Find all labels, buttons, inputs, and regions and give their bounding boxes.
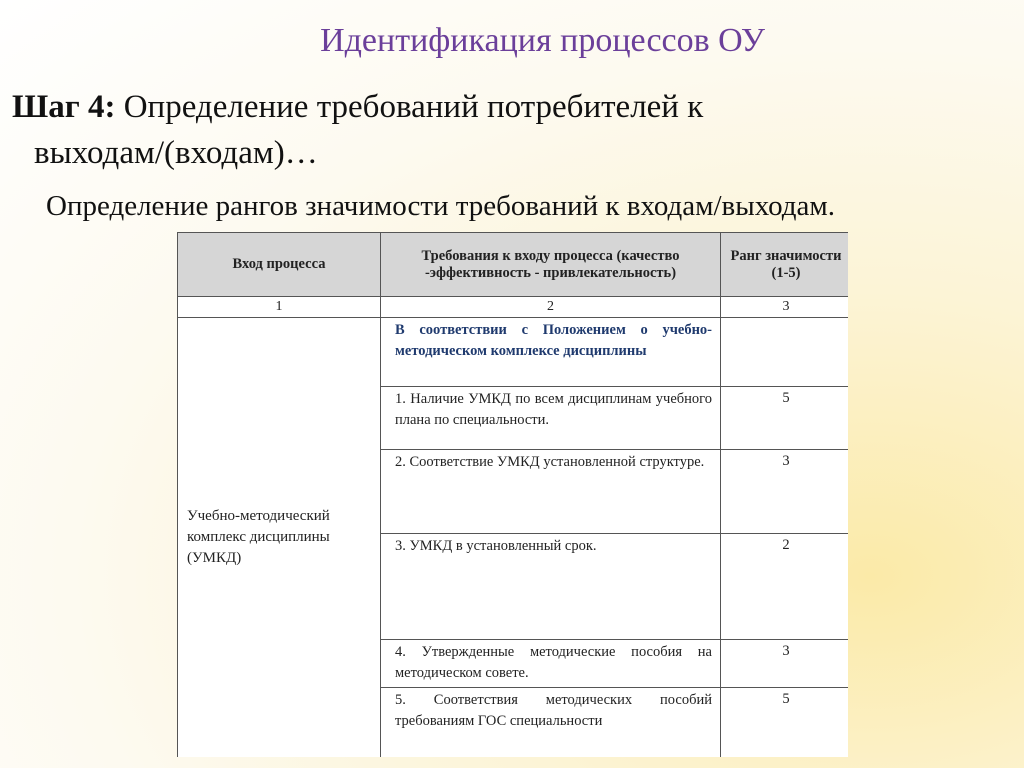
requirements-table-wrapper: [177, 232, 848, 757]
header-rank: Ранг значимости (1-5): [721, 233, 849, 297]
rank-cell: 5: [721, 688, 849, 758]
slide-title: Идентификация процессов ОУ: [320, 22, 765, 59]
table-header-row: [178, 233, 849, 297]
step-heading: [12, 84, 972, 176]
step-label: Шаг 4:: [12, 89, 116, 125]
rank-cell: 2: [721, 534, 849, 640]
requirement-cell: 5. Соответствия методических пособий требованиям ГОС специальности: [381, 688, 721, 758]
requirements-table: [177, 232, 848, 757]
rank-cell: 3: [721, 640, 849, 688]
column-number: 1: [178, 297, 381, 318]
header-requirements: Требования к входу процесса (качество -эффективность - привлекательность): [381, 233, 721, 297]
rank-cell: [721, 318, 849, 387]
requirement-cell: 2. Соответствие УМКД установленной структуре.: [381, 450, 721, 534]
rank-cell: 3: [721, 450, 849, 534]
requirement-cell: 3. УМКД в установленный срок.: [381, 534, 721, 640]
input-name-cell: Учебно-методический комплекс дисциплины (УМКД): [178, 318, 381, 758]
requirement-cell: 4. Утвержденные методические пособия на методическом совете.: [381, 640, 721, 688]
column-number: 2: [381, 297, 721, 318]
column-number: 3: [721, 297, 849, 318]
step-text-line2: выходам/(входам)…: [34, 135, 318, 171]
requirement-cell: В соответствии с Положением о учебно-методическом комплексе дисциплины: [381, 318, 721, 387]
header-input: Вход процесса: [178, 233, 381, 297]
rank-cell: 5: [721, 387, 849, 450]
table-row: [178, 318, 849, 387]
step-text-line1: Определение требований потребителей к: [115, 89, 704, 125]
requirement-cell: 1. Наличие УМКД по всем дисциплинам учебного плана по специальности.: [381, 387, 721, 450]
column-number-row: [178, 297, 849, 318]
slide-subtitle: Определение рангов значимости требований к входам/выходам.: [46, 190, 836, 222]
